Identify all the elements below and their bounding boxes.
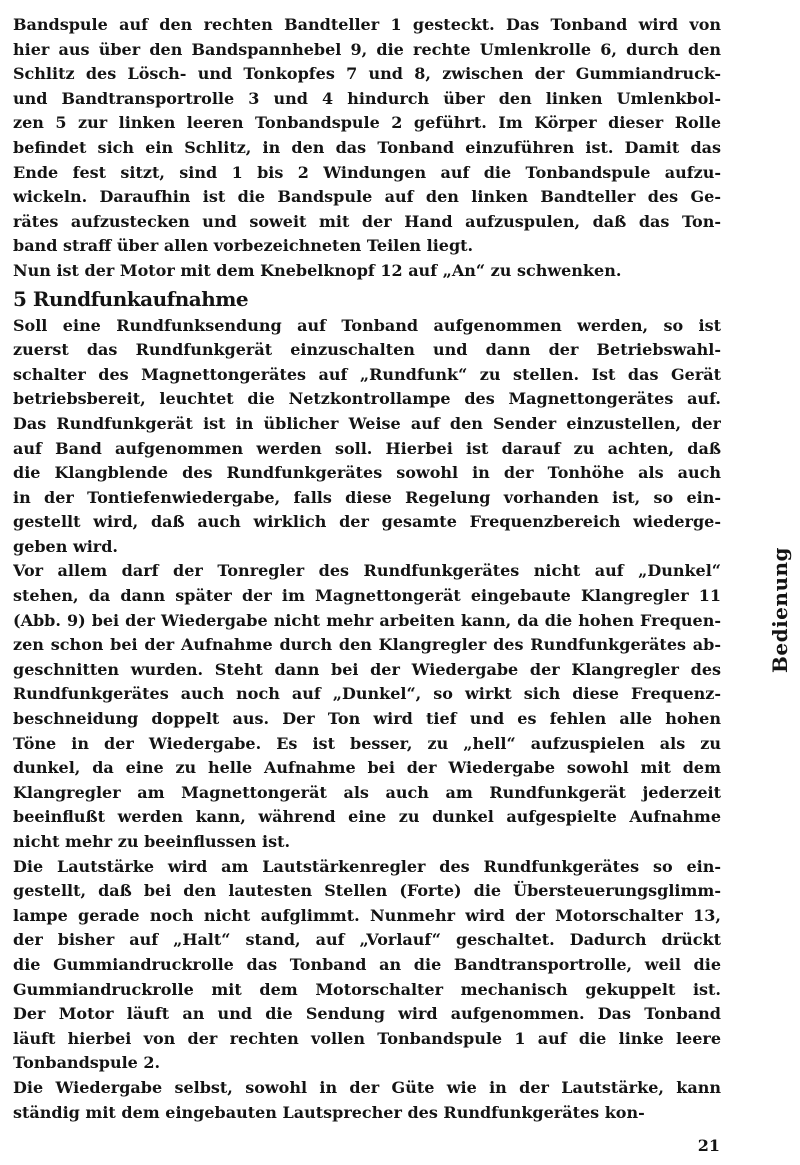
section-heading: 5 Rundfunkaufnahme	[13, 286, 249, 311]
text-line: die Klangblende des Rundfunkgerätes sowohl in der Tonhöhe als auch	[13, 463, 721, 483]
page-number: 21	[697, 1136, 720, 1155]
text-line: befindet sich ein Schlitz, in den das Tonband einzuführen ist. Damit das	[13, 137, 721, 157]
text-line: auf Band aufgenommen werden soll. Hierbei ist darauf zu achten, daß	[13, 438, 721, 458]
text-line: gestellt wird, daß auch wirklich der gesamte Frequenzbereich wiederge-	[13, 512, 721, 532]
text-line: Nun ist der Motor mit dem Knebelknopf 12 auf „An“ zu schwenken.	[13, 260, 622, 280]
text-line: der bisher auf „Halt“ stand, auf „Vorlauf“ geschaltet. Dadurch drückt	[13, 930, 721, 950]
text-line: Der Motor läuft an und die Sendung wird aufgenommen. Das Tonband	[13, 1004, 721, 1024]
text-line: die Gummiandruckrolle das Tonband an die Bandtransportrolle, weil die	[13, 954, 721, 974]
side-tab-label: Bedienung	[768, 546, 793, 674]
text-line: zuerst das Rundfunkgerät einzuschalten und dann der Betriebswahl-	[13, 340, 721, 360]
text-line: Die Wiedergabe selbst, sowohl in der Güte wie in der Lautstärke, kann	[13, 1077, 721, 1097]
text-line: Vor allem darf der Tonregler des Rundfunkgerätes nicht auf „Dunkel“	[13, 561, 721, 581]
text-line: Die Lautstärke wird am Lautstärkenregler des Rundfunkgerätes so ein-	[13, 856, 721, 876]
text-line: hier aus über den Bandspannhebel 9, die rechte Umlenkrolle 6, durch den	[13, 39, 721, 59]
text-line: gestellt, daß bei den lautesten Stellen (Forte) die Übersteuerungsglimm-	[13, 881, 721, 901]
intro-paragraph	[13, 13, 721, 284]
text-line: Töne in der Wiedergabe. Es ist besser, zu „hell“ aufzuspielen als zu	[13, 733, 721, 753]
text-line: Tonbandspule 2.	[13, 1053, 161, 1073]
text-line: zen schon bei der Aufnahme durch den Klangregler des Rundfunkgerätes ab-	[13, 635, 721, 655]
text-line: beeinflußt werden kann, während eine zu dunkel aufgespielte Aufnahme	[13, 807, 721, 827]
text-column	[13, 13, 721, 1125]
text-line: Rundfunkgerätes auch noch auf „Dunkel“, so wirkt sich diese Frequenz-	[13, 684, 721, 704]
text-line: betriebsbereit, leuchtet die Netzkontrollampe des Magnettongerätes auf.	[13, 389, 721, 409]
text-line: geben wird.	[13, 536, 118, 556]
text-line: stehen, da dann später der im Magnettongerät eingebaute Klangregler 11	[13, 586, 721, 606]
text-line: ständig mit dem eingebauten Lautsprecher des Rundfunkgerätes kon-	[13, 1102, 645, 1122]
text-line: läuft hierbei von der rechten vollen Tonbandspule 1 auf die linke leere	[13, 1028, 721, 1048]
text-line: geschnitten wurden. Steht dann bei der Wiedergabe der Klangregler des	[13, 659, 721, 679]
text-line: Soll eine Rundfunksendung auf Tonband aufgenommen werden, so ist	[13, 315, 721, 335]
text-line: in der Tontiefenwiedergabe, falls diese Regelung vorhanden ist, so ein-	[13, 487, 721, 507]
text-line: wickeln. Daraufhin ist die Bandspule auf den linken Bandteller des Ge-	[13, 187, 721, 207]
text-line: Schlitz des Lösch- und Tonkopfes 7 und 8, zwischen der Gummiandruck-	[13, 64, 721, 84]
text-line: Bandspule auf den rechten Bandteller 1 gesteckt. Das Tonband wird von	[13, 15, 721, 34]
text-line: Das Rundfunkgerät ist in üblicher Weise auf den Sender einzustellen, der	[13, 413, 721, 433]
side-tab	[755, 520, 800, 700]
section-body	[13, 314, 721, 1126]
text-line: Ende fest sitzt, sind 1 bis 2 Windungen auf die Tonbandspule aufzu-	[13, 162, 721, 182]
text-line: Gummiandruckrolle mit dem Motorschalter mechanisch gekuppelt ist.	[13, 979, 721, 999]
text-line: und Bandtransportrolle 3 und 4 hindurch über den linken Umlenkbol-	[13, 88, 721, 108]
text-line: dunkel, da eine zu helle Aufnahme bei der Wiedergabe sowohl mit dem	[13, 758, 721, 778]
text-line: lampe gerade noch nicht aufglimmt. Nunmehr wird der Motorschalter 13,	[13, 905, 721, 925]
text-line: zen 5 zur linken leeren Tonbandspule 2 geführt. Im Körper dieser Rolle	[13, 113, 721, 133]
text-line: beschneidung doppelt aus. Der Ton wird tief und es fehlen alle hohen	[13, 709, 721, 729]
text-line: nicht mehr zu beeinflussen ist.	[13, 832, 291, 851]
text-line: rätes aufzustecken und soweit mit der Hand aufzuspulen, daß das Ton-	[13, 211, 721, 231]
text-line: schalter des Magnettongerätes auf „Rundfunk“ zu stellen. Ist das Gerät	[13, 364, 721, 384]
text-line: Klangregler am Magnettongerät als auch am Rundfunkgerät jederzeit	[13, 782, 721, 802]
text-line: band straff über allen vorbezeichneten Teilen liegt.	[13, 236, 474, 256]
text-line: (Abb. 9) bei der Wiedergabe nicht mehr arbeiten kann, da die hohen Frequen-	[13, 610, 721, 630]
